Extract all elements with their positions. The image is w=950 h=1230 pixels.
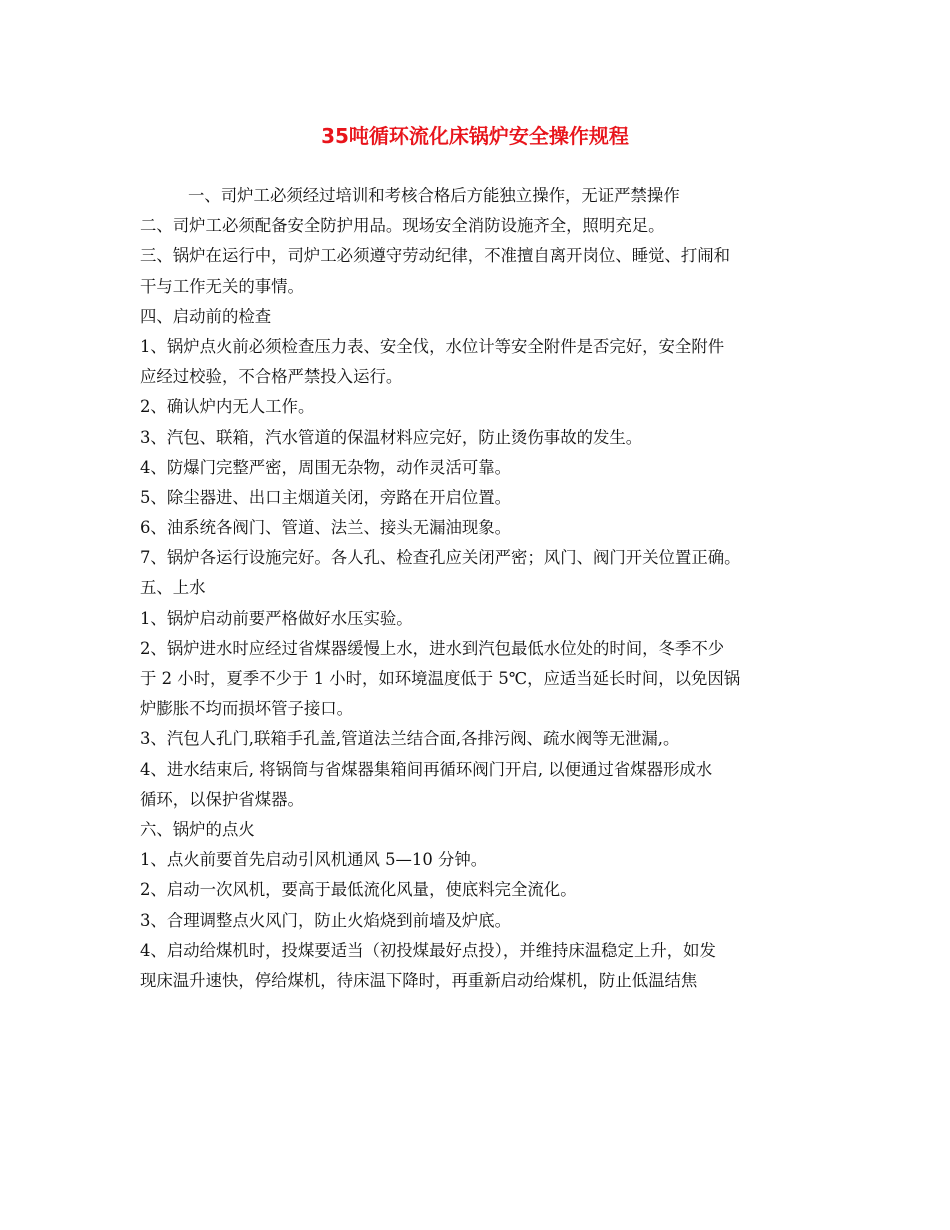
paragraph-line: 5、除尘器进、出口主烟道关闭，旁路在开启位置。 bbox=[140, 487, 512, 507]
paragraph-line: 2、启动一次风机，要高于最低流化风量，使底料完全流化。 bbox=[140, 880, 577, 900]
paragraph-line: 干与工作无关的事情。 bbox=[140, 276, 304, 296]
document-title: 35吨循环流化床锅炉安全操作规程 bbox=[321, 124, 629, 148]
paragraph-line: 7、锅炉各运行设施完好。各人孔、检查孔应关闭严密；风门、阀门开关位置正确。 bbox=[140, 548, 741, 568]
paragraph-line: 4、进水结束后, 将锅筒与省煤器集箱间再循环阀门开启, 以便通过省煤器形成水 bbox=[140, 759, 713, 779]
paragraph-line: 一、司炉工必须经过培训和考核合格后方能独立操作，无证严禁操作 bbox=[188, 186, 680, 205]
paragraph-line: 4、防爆门完整严密，周围无杂物，动作灵活可靠。 bbox=[140, 457, 512, 477]
paragraph-line: 3、汽包人孔门,联箱手孔盖,管道法兰结合面,各排污阀、疏水阀等无泄漏,。 bbox=[140, 729, 680, 749]
section-heading: 五、上水 bbox=[140, 578, 206, 598]
paragraph-line: 2、确认炉内无人工作。 bbox=[140, 397, 315, 417]
document-body bbox=[140, 181, 812, 996]
paragraph-line: 现床温升速快，停给煤机，待床温下降时，再重新启动给煤机，防止低温结焦 bbox=[140, 970, 698, 990]
paragraph-line: 于 2 小时，夏季不少于 1 小时，如环境温度低于 5℃，应适当延长时间，以免因锅 bbox=[140, 669, 741, 688]
paragraph-line: 6、油系统各阀门、管道、法兰、接头无漏油现象。 bbox=[140, 518, 512, 538]
paragraph-line: 2、锅炉进水时应经过省煤器缓慢上水，进水到汽包最低水位处的时间，冬季不少 bbox=[140, 638, 725, 658]
paragraph-line: 3、合理调整点火风门，防止火焰烧到前墙及炉底。 bbox=[140, 910, 512, 930]
paragraph-line: 1、锅炉点火前必须检查压力表、安全伐，水位计等安全附件是否完好，安全附件 bbox=[140, 336, 725, 356]
paragraph-line: 1、锅炉启动前要严格做好水压实验。 bbox=[140, 608, 413, 628]
paragraph-line: 循环，以保护省煤器。 bbox=[140, 789, 304, 809]
paragraph-line: 3、汽包、联箱，汽水管道的保温材料应完好，防止烫伤事故的发生。 bbox=[140, 427, 643, 447]
paragraph-line: 应经过校验，不合格严禁投入运行。 bbox=[140, 367, 403, 387]
section-heading: 四、启动前的检查 bbox=[140, 306, 272, 326]
paragraph-line: 4、启动给煤机时，投煤要适当（初投煤最好点投），并维持床温稳定上升，如发 bbox=[140, 940, 716, 960]
paragraph-line: 炉膨胀不均而损坏管子接口。 bbox=[140, 699, 354, 719]
paragraph-line: 三、锅炉在运行中，司炉工必须遵守劳动纪律，不准擅自离开岗位、睡觉、打闹和 bbox=[140, 246, 731, 266]
paragraph-line: 二、司炉工必须配备安全防护用品。现场安全消防设施齐全，照明充足。 bbox=[140, 216, 665, 236]
paragraph-line: 1、点火前要首先启动引风机通风 5—10 分钟。 bbox=[140, 850, 488, 870]
section-heading: 六、锅炉的点火 bbox=[140, 819, 255, 839]
